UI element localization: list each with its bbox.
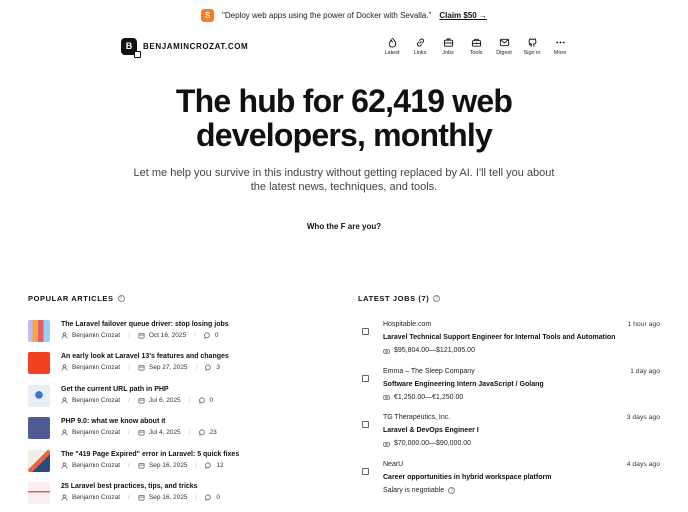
calendar-icon <box>138 462 145 469</box>
article-title-link[interactable]: PHP 9.0: what we know about it <box>61 418 166 426</box>
article-thumbnail[interactable] <box>28 450 50 472</box>
nav-item-latest[interactable]: Latest <box>383 37 401 56</box>
job-item <box>362 460 660 507</box>
job-item <box>362 320 660 367</box>
job-item <box>362 367 660 414</box>
hero-subtitle: Let me help you survive in this industry without getting replaced by AI. I'll tell you about the latest news, techniques, and tools. <box>133 167 555 193</box>
article-meta: Benjamin Crozat / Oct 16, 2025 / 0 <box>61 332 229 339</box>
job-salary: €1,250.00—€1,250.00 <box>383 393 660 403</box>
article-comments: 0 <box>209 396 214 404</box>
article-author: Benjamin Crozat <box>72 429 121 437</box>
link-icon <box>415 37 426 48</box>
article-thumbnail[interactable] <box>28 352 50 374</box>
nav-item-sign-in[interactable]: Sign in <box>523 37 541 56</box>
article-title-link[interactable]: An early look at Laravel 13's features and changes <box>61 353 229 361</box>
toolbox-icon <box>471 37 482 48</box>
flame-icon <box>387 37 398 48</box>
info-icon[interactable]: ? <box>435 295 439 302</box>
site-header <box>121 34 569 58</box>
article-meta: Benjamin Crozat / Jul 4, 2025 / 23 <box>61 429 217 436</box>
job-title-link[interactable]: Laravel Technical Support Engineer for Internal Tools and Automation <box>383 334 616 341</box>
article-title-link[interactable]: 25 Laravel best practices, tips, and tricks <box>61 482 198 490</box>
nav-item-tools[interactable]: Tools <box>467 37 485 56</box>
mail-icon <box>499 37 510 48</box>
article-title-link[interactable]: Get the current URL path in PHP <box>61 385 169 393</box>
article-comments: 23 <box>209 429 217 437</box>
calendar-icon <box>138 364 145 371</box>
github-icon <box>527 37 538 48</box>
popular-articles-list <box>28 320 328 512</box>
job-salary: $95,804.00—$121,005.00 <box>383 346 660 356</box>
money-icon <box>383 348 390 355</box>
main-nav <box>383 37 569 56</box>
info-icon[interactable]: ? <box>119 295 123 302</box>
latest-jobs-list <box>362 320 660 506</box>
brand-name: BENJAMINCROZAT.COM <box>143 41 249 51</box>
article-meta: Benjamin Crozat / Jul 6, 2025 / 0 <box>61 397 213 404</box>
comment-icon <box>204 332 211 339</box>
comment-icon <box>205 462 212 469</box>
article-author: Benjamin Crozat <box>72 364 121 372</box>
job-salary: Salary is negotiable ? <box>383 486 660 496</box>
article-thumbnail[interactable] <box>28 482 50 504</box>
latest-jobs-heading: LATEST JOBS (7) ? <box>358 294 439 303</box>
job-company: NearU <box>383 460 404 468</box>
calendar-icon <box>138 429 145 436</box>
article-item <box>28 385 328 417</box>
company-logo-icon <box>362 375 369 382</box>
article-item <box>28 450 328 482</box>
article-author: Benjamin Crozat <box>72 396 121 404</box>
promo-claim-link[interactable]: Claim $50 → <box>439 10 487 20</box>
article-comments: 0 <box>216 493 220 501</box>
article-meta: Benjamin Crozat / Sep 27, 2025 / 3 <box>61 364 229 371</box>
user-icon <box>61 494 68 501</box>
job-title-link[interactable]: Software Engineering Intern JavaScript / Golang <box>383 380 544 388</box>
article-author: Benjamin Crozat <box>72 332 121 339</box>
article-date: Oct 16, 2025 <box>148 332 187 339</box>
nav-item-links[interactable]: Links <box>411 37 429 56</box>
job-company: Hospitable.com <box>383 321 432 328</box>
job-posted-ago: 4 days ago <box>626 460 660 468</box>
article-thumbnail[interactable] <box>28 417 50 439</box>
article-author: Benjamin Crozat <box>72 461 121 469</box>
article-date: Jul 6, 2025 <box>148 396 181 404</box>
who-are-you-link[interactable]: Who the F are you? <box>306 222 382 231</box>
job-posted-ago: 1 hour ago <box>627 321 660 328</box>
nav-item-jobs[interactable]: Jobs <box>439 37 457 56</box>
nav-item-digest[interactable]: Digest <box>495 37 513 56</box>
calendar-icon <box>138 397 145 404</box>
nav-item-more[interactable]: More <box>551 37 569 56</box>
article-thumbnail[interactable] <box>28 320 50 342</box>
article-title-link[interactable]: The "419 Page Expired" error in Laravel: 5 quick fixes <box>61 450 240 458</box>
article-title-link[interactable]: The Laravel failover queue driver: stop losing jobs <box>61 321 229 328</box>
article-author: Benjamin Crozat <box>72 493 121 501</box>
article-item <box>28 482 328 512</box>
user-icon <box>61 397 68 404</box>
article-item <box>28 320 328 352</box>
job-posted-ago: 1 day ago <box>630 367 660 375</box>
company-logo-icon <box>362 421 369 428</box>
popular-articles-heading: POPULAR ARTICLES ? <box>28 294 123 303</box>
job-title-link[interactable]: Laravel & DevOps Engineer I <box>383 427 479 434</box>
user-icon <box>61 332 68 339</box>
sevalla-logo-icon: S <box>201 9 214 22</box>
promo-bar <box>0 6 688 24</box>
company-logo-icon <box>362 468 369 475</box>
comment-icon <box>205 494 212 501</box>
article-date: Jul 4, 2025 <box>148 429 181 437</box>
article-date: Sep 16, 2025 <box>148 461 188 469</box>
article-date: Sep 16, 2025 <box>148 493 188 501</box>
job-salary: $70,000.00—$90,000.00 <box>383 439 660 449</box>
article-comments: 0 <box>214 332 219 339</box>
article-meta: Benjamin Crozat / Sep 16, 2025 / 0 <box>61 494 220 501</box>
comment-icon <box>199 429 206 436</box>
job-company: TG Therapeutics, Inc. <box>383 414 451 421</box>
job-item <box>362 413 660 460</box>
job-company: Emma – The Sleep Company <box>383 367 475 375</box>
hero <box>0 84 688 234</box>
job-posted-ago: 3 days ago <box>626 414 660 421</box>
comment-icon <box>199 397 206 404</box>
article-date: Sep 27, 2025 <box>148 364 188 372</box>
article-meta: Benjamin Crozat / Sep 16, 2025 / 12 <box>61 462 239 469</box>
article-comments: 12 <box>216 461 224 469</box>
brand-logo[interactable] <box>121 38 248 55</box>
article-item <box>28 352 328 384</box>
user-icon <box>61 429 68 436</box>
money-icon <box>383 394 390 401</box>
hero-title: The hub for 62,419 web developers, monthly <box>175 83 513 153</box>
more-icon <box>555 37 566 48</box>
user-icon <box>61 462 68 469</box>
info-icon[interactable]: ? <box>448 487 455 494</box>
article-comments: 3 <box>216 364 220 372</box>
article-thumbnail[interactable] <box>28 385 50 407</box>
promo-text: "Deploy web apps using the power of Docker with Sevalla." <box>222 10 432 20</box>
calendar-icon <box>138 332 145 339</box>
money-icon <box>383 441 390 448</box>
job-title-link[interactable]: Career opportunities in hybrid workspace platform <box>383 473 552 481</box>
comment-icon <box>205 364 212 371</box>
brand-mark-icon: B <box>121 38 137 55</box>
calendar-icon <box>138 494 145 501</box>
user-icon <box>61 364 68 371</box>
article-item <box>28 417 328 449</box>
company-logo-icon <box>362 328 369 335</box>
briefcase-icon <box>443 37 454 48</box>
